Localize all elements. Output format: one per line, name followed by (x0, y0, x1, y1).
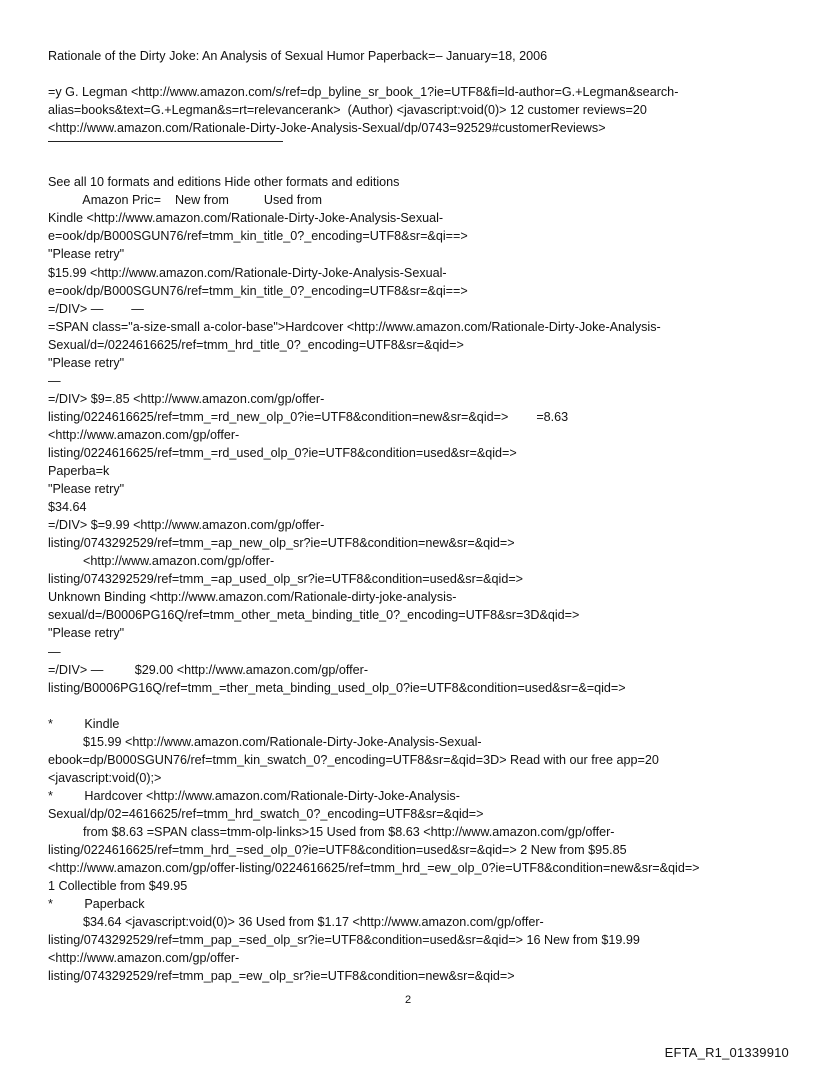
text-line: — (48, 644, 61, 659)
text-line: listing/0743292529/ref=tmm_pap_=sed_olp_sr?ie=UTF8&condition=used&sr=&qid=> 16 New from $19.99 (48, 933, 640, 948)
text-line: =/DIV> — — (48, 301, 144, 316)
text-line: Sexual/d=/0224616625/ref=tmm_hrd_title_0?_encoding=UTF8&sr=&qid=> (48, 337, 464, 352)
text-line: =/DIV> — $29.00 <http://www.amazon.com/gp/offer- (48, 662, 369, 677)
text-line: <http://www.amazon.com/gp/offer-listing/0224616625/ref=tmm_hrd_=ew_olp_0?ie=UTF8&condition=new&sr=&qid=> (48, 861, 700, 876)
text-line: listing/0224616625/ref=tmm_=rd_new_olp_0?ie=UTF8&condition=new&sr=&qid=> =8.63 (48, 409, 569, 424)
text-line: <http://www.amazon.com/gp/offer- (48, 554, 275, 569)
text-line: ebook=dp/B000SGUN76/ref=tmm_kin_swatch_0?_encoding=UTF8&sr=&qid=3D> Read with our free app=20 (48, 752, 659, 767)
text-line: "Please retry" (48, 482, 125, 497)
blank-line (48, 65, 788, 83)
text-line: =/DIV> $=9.99 <http://www.amazon.com/gp/offer- (48, 518, 325, 533)
text-line: Paperba=k (48, 464, 110, 479)
text-line: Unknown Binding <http://www.amazon.com/Rationale-dirty-joke-analysis- (48, 590, 457, 605)
text-line: $15.99 <http://www.amazon.com/Rationale-Dirty-Joke-Analysis-Sexual- (48, 734, 482, 749)
text-line: sexual/d=/B0006PG16Q/ref=tmm_other_meta_binding_title_0?_encoding=UTF8&sr=3D&qid=> (48, 608, 580, 623)
text-line: — (48, 373, 61, 388)
text-line: Amazon Pric= New from Used from (48, 193, 322, 208)
text-line: listing/0743292529/ref=tmm_=ap_new_olp_sr?ie=UTF8&condition=new&sr=&qid=> (48, 536, 515, 551)
text-line: =/DIV> $9=.85 <http://www.amazon.com/gp/offer- (48, 391, 325, 406)
text-line: =SPAN class="a-size-small a-color-base">Hardcover <http://www.amazon.com/Rationale-Dirty-Joke-Analysis- (48, 319, 661, 334)
text-line: Rationale of the Dirty Joke: An Analysis of Sexual Humor Paperback=– January=18, 2006 (48, 49, 548, 63)
text-line: <javascript:void(0);> (48, 770, 162, 785)
text-line: $34.64 (48, 500, 87, 515)
text-line: See all 10 formats and editions Hide other formats and editions (48, 175, 400, 190)
page-number: 2 (404, 994, 412, 1006)
text-line: * Kindle (48, 716, 120, 731)
text-line: "Please retry" (48, 247, 125, 262)
text-line: listing/0743292529/ref=tmm_pap_=ew_olp_sr?ie=UTF8&condition=new&sr=&qid=> (48, 969, 515, 984)
text-line: Sexual/dp/02=4616625/ref=tmm_hrd_swatch_0?_encoding=UTF8&sr=&qid=> (48, 806, 484, 821)
text-line: "Please retry" (48, 626, 125, 641)
text-line: * Hardcover <http://www.amazon.com/Rationale-Dirty-Joke-Analysis- (48, 788, 460, 803)
blank-line (48, 155, 788, 173)
text-line: alias=books&text=G.+Legman&s=rt=relevancerank> (Author) <javascript:void(0)> 12 customer reviews=20 (48, 103, 647, 118)
text-line: listing/0224616625/ref=tmm_hrd_=sed_olp_0?ie=UTF8&condition=used&sr=&qid=> 2 New from $95.85 (48, 843, 627, 858)
text-line: e=ook/dp/B000SGUN76/ref=tmm_kin_title_0?_encoding=UTF8&sr=&qi==> (48, 229, 468, 244)
text-line: listing/B0006PG16Q/ref=tmm_=ther_meta_binding_used_olp_0?ie=UTF8&condition=used&sr=&=qid=> (48, 680, 626, 695)
document-body (48, 47, 788, 985)
text-line: Kindle <http://www.amazon.com/Rationale-Dirty-Joke-Analysis-Sexual- (48, 211, 444, 226)
blank-line (48, 697, 788, 715)
text-line: listing/0224616625/ref=tmm_=rd_used_olp_0?ie=UTF8&condition=used&sr=&qid=> (48, 445, 517, 460)
text-line: from $8.63 =SPAN class=tmm-olp-links>15 Used from $8.63 <http://www.amazon.com/gp/offer- (48, 824, 615, 839)
text-line: $34.64 <javascript:void(0)> 36 Used from $1.17 <http://www.amazon.com/gp/offer- (48, 915, 544, 930)
bates-number: EFTA_R1_01339910 (664, 1045, 789, 1060)
text-line: <http://www.amazon.com/Rationale-Dirty-Joke-Analysis-Sexual/dp/0743=92529#customerReviews> (48, 121, 606, 136)
text-line: listing/0743292529/ref=tmm_=ap_used_olp_sr?ie=UTF8&condition=used&sr=&qid=> (48, 572, 524, 587)
text-line: $15.99 <http://www.amazon.com/Rationale-Dirty-Joke-Analysis-Sexual- (48, 265, 447, 280)
text-line: e=ook/dp/B000SGUN76/ref=tmm_kin_title_0?_encoding=UTF8&sr=&qi==> (48, 283, 468, 298)
text-line: 1 Collectible from $49.95 (48, 879, 188, 894)
text-line: "Please retry" (48, 355, 125, 370)
text-line: <http://www.amazon.com/gp/offer- (48, 951, 240, 966)
text-line: <http://www.amazon.com/gp/offer- (48, 427, 240, 442)
text-line: * Paperback (48, 897, 145, 912)
horizontal-rule (48, 141, 283, 142)
text-line: =y G. Legman <http://www.amazon.com/s/ref=dp_byline_sr_book_1?ie=UTF8&fi=ld-author=G.+Legman&search- (48, 85, 679, 100)
